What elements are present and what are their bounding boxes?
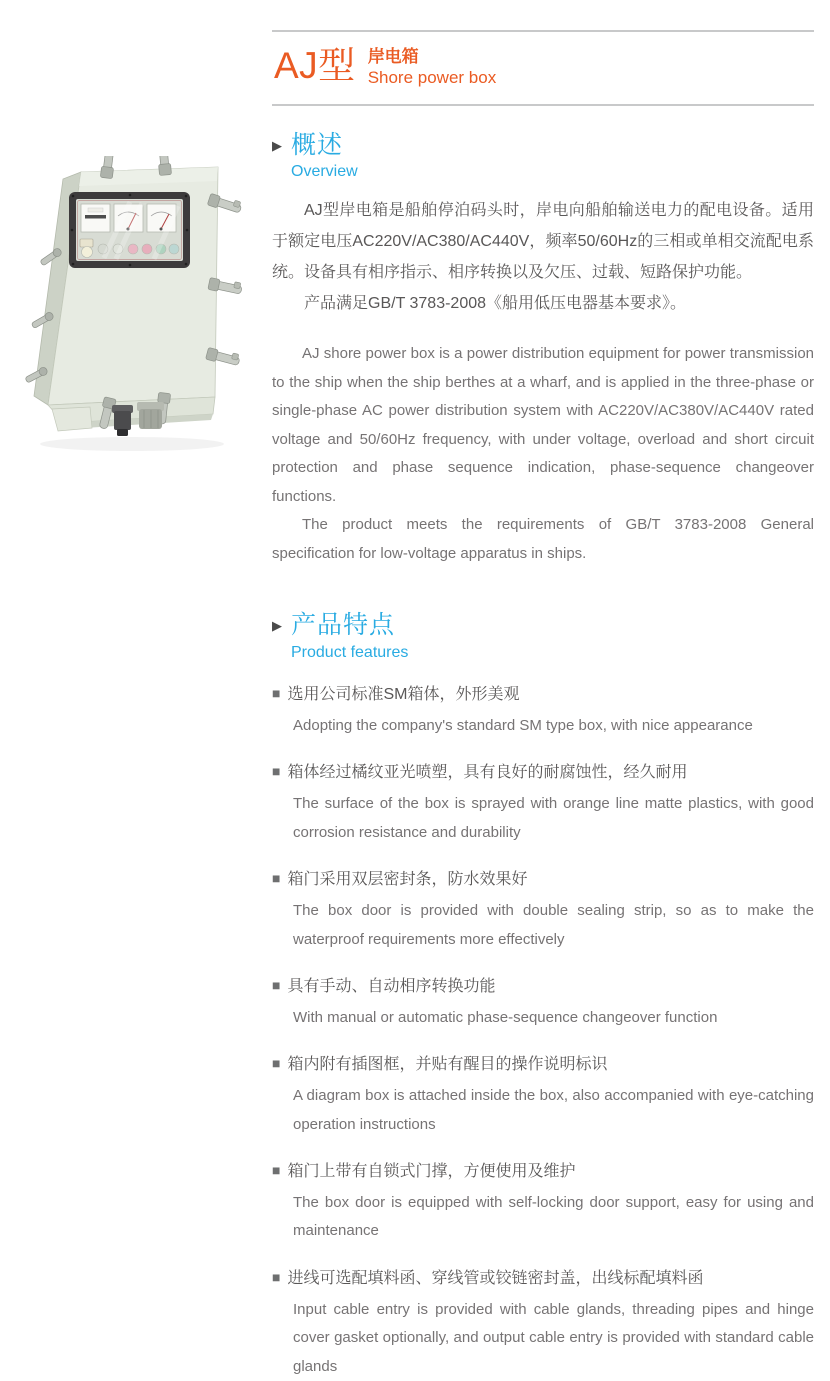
feature-text-zh: 具有手动、自动相序转换功能 (287, 978, 496, 996)
feature-text-zh: 选用公司标准SM箱体，外形美观 (287, 686, 520, 704)
feature-text-en: The box door is equipped with self-locking door support, easy for using and maintenance (293, 1193, 814, 1240)
feature-text-zh: 箱门采用双层密封条，防水效果好 (287, 871, 528, 889)
page-title (272, 32, 814, 104)
content-column (272, 0, 814, 1381)
feature-title-zh (272, 763, 814, 784)
feature-title-zh (272, 1162, 814, 1183)
feature-list (272, 685, 814, 1381)
feature-text-zh: 箱内附有插图框，并贴有醒目的操作说明标识 (287, 1056, 608, 1074)
feature-item (272, 870, 814, 954)
square-bullet-icon: ■ (272, 763, 281, 780)
feature-item (272, 1162, 814, 1246)
feature-text-zh: 箱门上带有自锁式门撑，方便使用及维护 (287, 1163, 576, 1181)
product-photo (12, 156, 256, 460)
photo-shadow (40, 437, 224, 451)
feature-item (272, 685, 814, 740)
feature-item (272, 1055, 814, 1139)
overview-heading (272, 132, 814, 182)
features-heading-en: Product features (291, 643, 409, 661)
feature-text-zh: 进线可选配填料函、穿线管或铰链密封盖，出线标配填料函 (287, 1269, 704, 1287)
overview-heading-text (291, 132, 358, 182)
title-rule-bottom (272, 104, 814, 106)
feature-text-en: With manual or automatic phase-sequence changeover function (293, 1008, 718, 1026)
features-heading (272, 612, 814, 662)
feature-title-zh (272, 977, 814, 998)
overview-heading-zh: 概述 (291, 130, 344, 159)
cable-gland-dark (112, 405, 133, 436)
square-bullet-icon: ■ (272, 1162, 281, 1179)
feature-text-en: A diagram box is attached inside the box, also accompanied with eye-catching operation instructions (293, 1087, 814, 1133)
feature-title-zh (272, 870, 814, 891)
feature-title-zh (272, 1269, 814, 1290)
square-bullet-icon: ■ (272, 1055, 281, 1072)
analog-meter-1 (81, 204, 110, 232)
feature-text-en: Adopting the company's standard SM type box, with nice appearance (293, 716, 753, 734)
model-name: AJ型 (274, 45, 356, 87)
cable-gland-gray (137, 402, 164, 429)
feature-text-en: The box door is provided with double sealing strip, so as to make the waterproof requirements more effectively (293, 902, 814, 948)
features-heading-text (291, 612, 408, 662)
square-bullet-icon: ■ (272, 1268, 281, 1285)
overview-heading-en: Overview (291, 163, 358, 181)
square-bullet-icon: ■ (272, 870, 281, 887)
overview-paragraph-zh: AJ型岸电箱是船舶停泊码头时，岸电向船舶输送电力的配电设备。适用于额定电压AC220V/AC380/AC440V，频率50/60Hz的三相或单相交流配电系统。设备具有相序指示、相序转换以及欠压、过载、短路保护功能。 (272, 202, 814, 282)
square-bullet-icon: ■ (272, 685, 281, 702)
shore-power-box-illustration (12, 156, 256, 460)
feature-item (272, 1269, 814, 1381)
feature-title-zh (272, 1055, 814, 1076)
feature-title-zh (272, 685, 814, 706)
section-marker-icon: ▶ (272, 137, 282, 153)
product-name (368, 47, 497, 89)
section-product-features (272, 612, 814, 1381)
feature-text-zh: 箱体经过橘纹亚光喷塑，具有良好的耐腐蚀性，经久耐用 (287, 764, 688, 782)
section-marker-icon: ▶ (272, 618, 282, 634)
overview-paragraph-en: AJ shore power box is a power distribution equipment for power transmission to the ship when the ship berthes at a wharf, and is applied in the three-phase or single-phase AC power distribution system with AC220V/AC380V/AC440V rated voltage and 50/60Hz frequency, with under voltage, overload and short circuit protection and phase sequence indication, phase-sequence changeover functions. (272, 345, 814, 505)
feature-item (272, 977, 814, 1032)
feature-text-en: Input cable entry is provided with cable glands, threading pipes and hinge cover gasket optionally, and output cable entry is provided with standard cable glands (293, 1300, 814, 1375)
meter-window (69, 192, 190, 268)
features-heading-zh: 产品特点 (291, 611, 396, 640)
overview-paragraph-zh: 产品满足GB/T 3783-2008《船用低压电器基本要求》。 (304, 295, 687, 313)
bottom-bracket (52, 407, 92, 431)
feature-text-en: The surface of the box is sprayed with orange line matte plastics, with good corrosion resistance and durability (293, 795, 814, 841)
square-bullet-icon: ■ (272, 977, 281, 994)
product-name-zh: 岸电箱 (367, 47, 419, 66)
section-overview (272, 132, 814, 569)
feature-item (272, 763, 814, 847)
overview-paragraph-en: The product meets the requirements of GB/T 3783-2008 General specification for low-voltage apparatus in ships. (272, 516, 814, 562)
product-name-en: Shore power box (367, 68, 497, 88)
